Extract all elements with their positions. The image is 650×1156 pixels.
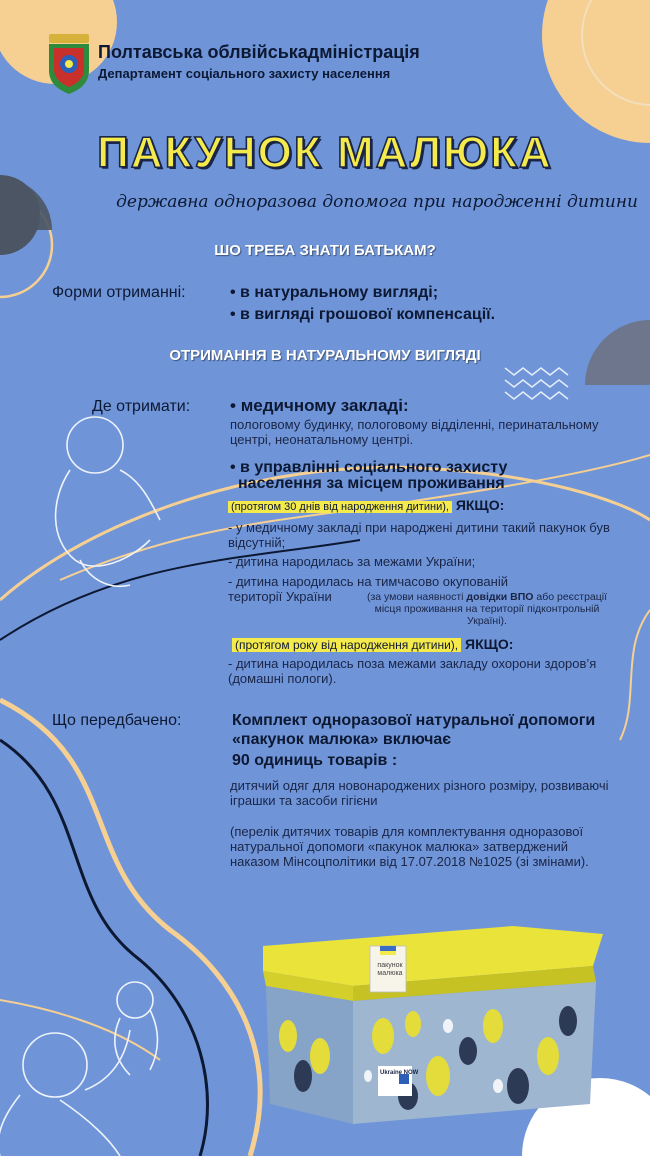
page-subtitle: державна одноразова допомога при народженні дитини xyxy=(116,192,638,212)
vpo-note: (за умови наявності довідки ВПО або реєстрації місця проживання на території підконтрольній Україні). xyxy=(366,591,608,627)
forms-item-natural: • в натуральному вигляді; xyxy=(230,284,439,301)
provided-heading: Комплект одноразової натуральної допомоги «пакунок малюка» включає xyxy=(232,712,596,748)
where-social-condition-year: (протягом року від народження дитини), ЯКЩО: xyxy=(232,636,513,654)
condition-item-occupied-line1: - дитина народилась на тимчасово окупованій xyxy=(228,574,508,589)
highlight-30-days: (протягом 30 днів від народження дитини), xyxy=(228,501,452,513)
where-social-heading: • в управлінні соціального захисту xyxy=(230,459,508,476)
header-department-subtitle: Департамент соціального захисту населення xyxy=(98,66,391,81)
highlight-year: (протягом року від народження дитини), xyxy=(232,638,461,652)
box-sticker-text: Ukraine NOW xyxy=(380,1070,419,1076)
condition-item-home-birth: - дитина народилась поза межами закладу охорони здоров’я (домашні пологи). xyxy=(228,656,597,686)
forms-item-compensation: • в вигляді грошової компенсації. xyxy=(230,306,496,323)
forms-label: Форми отриманні: xyxy=(52,284,186,301)
section-heading-natural: ОТРИМАННЯ В НАТУРАЛЬНОМУ ВИГЛЯДІ xyxy=(169,347,481,364)
ribbon-decoration xyxy=(0,700,260,1156)
baby-box-image xyxy=(258,926,608,1126)
section-heading-parents: ШО ТРЕБА ЗНАТИ БАТЬКАМ? xyxy=(214,242,436,259)
provided-order-note: (перелік дитячих товарів для комплектування одноразової натуральної допомоги «пакунок малюка» затверджений наказом Мінсоцполітики від 17.07.2018 №1025 (зі змінами). xyxy=(230,824,589,869)
where-medical-details: пологовому будинку, пологовому відділенні, перинатальному центрі, неонатальному центрі. xyxy=(230,417,599,447)
provided-units: 90 одиниць товарів : xyxy=(232,752,398,769)
page-title: ПАКУНОК МАЛЮКА xyxy=(97,128,553,177)
ribbon-decoration xyxy=(620,610,650,740)
mother-baby-illustration xyxy=(0,982,158,1156)
condition-item-occupied-line2: території України xyxy=(228,589,332,604)
chevron-decoration xyxy=(505,368,568,399)
ribbon-decoration xyxy=(0,740,208,1156)
header-organization-title: Полтавська облвійськадміністрація xyxy=(98,42,420,62)
condition-item-no-package: - у медичному закладі при народжені дитини такий пакунок був відсутній; xyxy=(228,520,610,550)
provided-label: Що передбачено: xyxy=(52,712,182,729)
where-label: Де отримати: xyxy=(92,398,191,415)
condition-item-abroad: - дитина народилась за межами України; xyxy=(228,554,476,569)
where-medical-heading: • медичному закладі: xyxy=(230,396,409,415)
where-social-heading-line2: населення за місцем проживання xyxy=(238,475,505,492)
provided-description: дитячий одяг для новонароджених різного розміру, розвиваючі іграшки та засоби гігієни xyxy=(230,778,609,808)
where-social-condition-30-days: (протягом 30 днів від народження дитини), ЯКЩО: xyxy=(228,497,504,515)
ribbon-decoration xyxy=(0,1000,160,1060)
poltava-coat-of-arms-icon xyxy=(45,34,93,94)
box-label-text: пакунок малюка xyxy=(377,962,403,977)
top-right-circle-decoration xyxy=(542,0,650,143)
